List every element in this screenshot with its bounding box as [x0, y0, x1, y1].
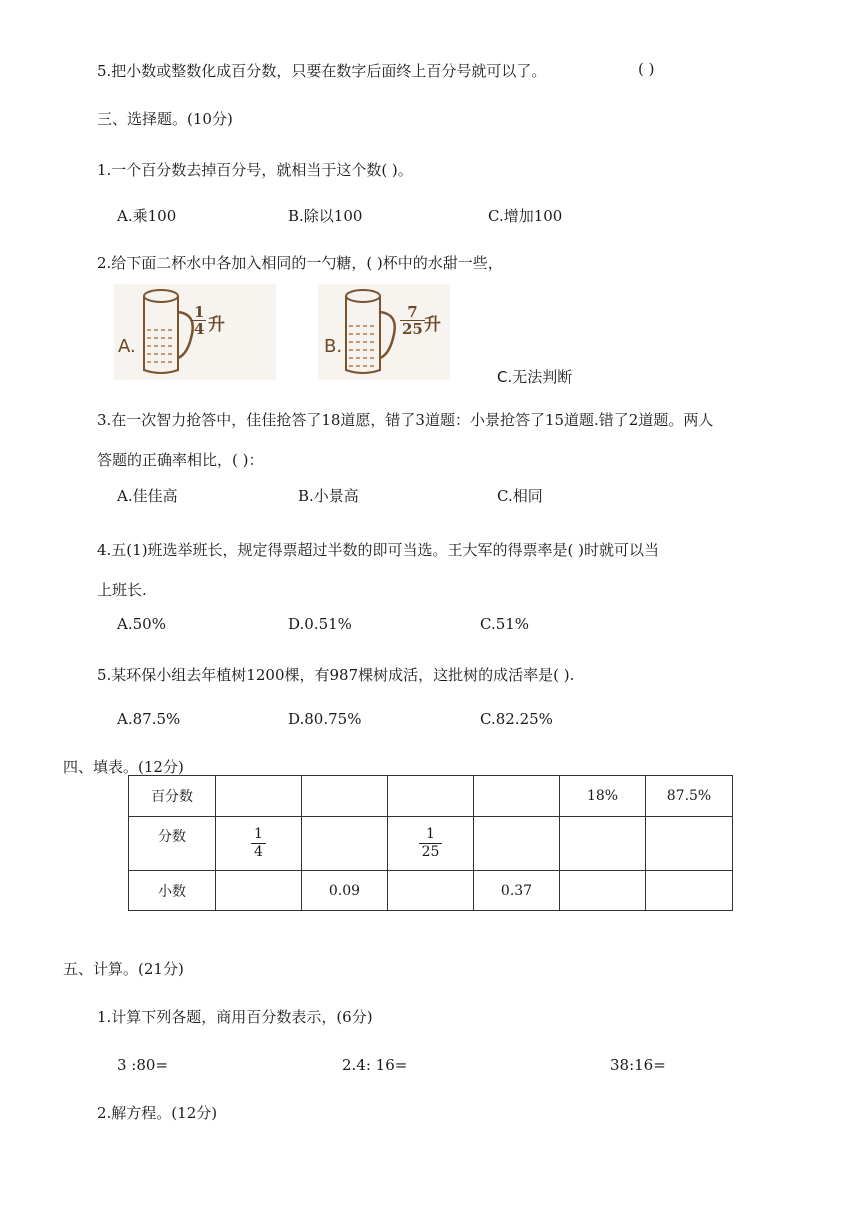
choice-question-3-line1: 3.在一次智力抢答中，佳佳抢答了18道愿，错了3道题：小景抢答了15道题.错了2道题。两人	[97, 411, 714, 429]
conversion-table	[128, 775, 733, 911]
choice-question-3-line2: 答题的正确率相比，( )：	[97, 451, 264, 469]
option-a[interactable]: A.87.5%	[117, 710, 181, 728]
table-cell[interactable]	[216, 871, 302, 911]
section-heading-fill-table: 四、填表。(12分)	[63, 758, 184, 776]
table-cell[interactable]	[560, 871, 646, 911]
table-cell: 0.09	[302, 871, 388, 911]
calc-expression-1: 3 :80=	[117, 1056, 169, 1074]
table-cell[interactable]	[302, 776, 388, 817]
cup-b-fraction	[400, 304, 425, 337]
option-a[interactable]: A.50%	[117, 615, 166, 633]
option-c[interactable]: C.相同	[497, 487, 543, 505]
table-row	[129, 817, 733, 871]
table-cell: 18%	[560, 776, 646, 817]
option-a[interactable]: A.乘100	[117, 207, 177, 225]
table-cell[interactable]	[646, 871, 733, 911]
table-cell: 87.5%	[646, 776, 733, 817]
table-cell[interactable]	[560, 817, 646, 871]
option-c[interactable]: C.51%	[480, 615, 530, 633]
table-cell[interactable]	[216, 776, 302, 817]
option-b[interactable]: D.80.75%	[288, 710, 362, 728]
fraction	[419, 826, 443, 861]
fraction-denominator: 25	[419, 843, 443, 861]
row-header-fraction-label: 分数	[158, 828, 186, 845]
judge-question-5: 5.把小数或整数化成百分数，只要在数字后面终上百分号就可以了。	[97, 62, 547, 80]
row-header-decimal: 小数	[129, 871, 216, 911]
table-cell[interactable]	[474, 776, 560, 817]
cup-a-label: A.	[118, 336, 136, 357]
option-b[interactable]: B.小景高	[298, 487, 359, 505]
table-cell	[216, 817, 302, 871]
cup-b-illustration	[318, 284, 450, 380]
cup-a-fraction	[192, 304, 206, 337]
calc-expression-3: 38:16=	[610, 1056, 666, 1074]
row-header-fraction	[129, 817, 216, 871]
cup-a-illustration	[114, 284, 276, 380]
cup-a-unit: 升	[208, 315, 225, 335]
option-c[interactable]: C.82.25%	[480, 710, 553, 728]
option-c[interactable]: C.增加100	[488, 207, 563, 225]
calc-expression-2: 2.4: 16=	[342, 1056, 408, 1074]
cup-b-label: B.	[324, 336, 343, 357]
section-heading-calc: 五、计算。(21分)	[63, 960, 184, 978]
table-cell: 0.37	[474, 871, 560, 911]
cup-a-denominator: 4	[194, 320, 205, 338]
table-cell[interactable]	[646, 817, 733, 871]
cup-b-unit: 升	[424, 315, 441, 335]
section-heading-choice: 三、选择题。(10分)	[97, 110, 233, 128]
option-b[interactable]: B.除以100	[288, 207, 363, 225]
cup-b-numerator: 7	[407, 303, 418, 321]
choice-question-4-line1: 4.五(1)班选举班长，规定得票超过半数的即可当选。王大军的得票率是( )时就可以当	[97, 541, 660, 559]
table-cell	[388, 817, 474, 871]
table-cell[interactable]	[302, 817, 388, 871]
choice-question-2: 2.给下面二杯水中各加入相同的一勺糖，( )杯中的水甜一些，	[97, 254, 503, 272]
fraction-denominator: 4	[251, 843, 266, 861]
fraction-numerator: 1	[426, 826, 435, 842]
choice-question-4-line2: 上班长.	[97, 581, 147, 599]
choice-question-5: 5.某环保小组去年植树1200棵，有987棵树成活，这批树的成活率是( ).	[97, 666, 575, 684]
option-a[interactable]: A.佳佳高	[117, 487, 178, 505]
table-cell[interactable]	[388, 776, 474, 817]
table-row	[129, 871, 733, 911]
table-cell[interactable]	[388, 871, 474, 911]
row-header-percent: 百分数	[129, 776, 216, 817]
cup-a-numerator: 1	[194, 303, 205, 321]
calc-subquestion-2: 2.解方程。(12分)	[97, 1104, 218, 1122]
option-c[interactable]: C.无法判断	[497, 368, 573, 386]
fraction	[251, 826, 266, 861]
table-cell[interactable]	[474, 817, 560, 871]
calc-subquestion-1: 1.计算下列各题，商用百分数表示，(6分)	[97, 1008, 373, 1026]
table-row	[129, 776, 733, 817]
answer-blank[interactable]: ( )	[638, 60, 655, 78]
fraction-numerator: 1	[254, 826, 263, 842]
cup-b-denominator: 25	[402, 320, 423, 338]
choice-question-1: 1.一个百分数去掉百分号，就相当于这个数( )。	[97, 161, 413, 179]
option-b[interactable]: D.0.51%	[288, 615, 352, 633]
